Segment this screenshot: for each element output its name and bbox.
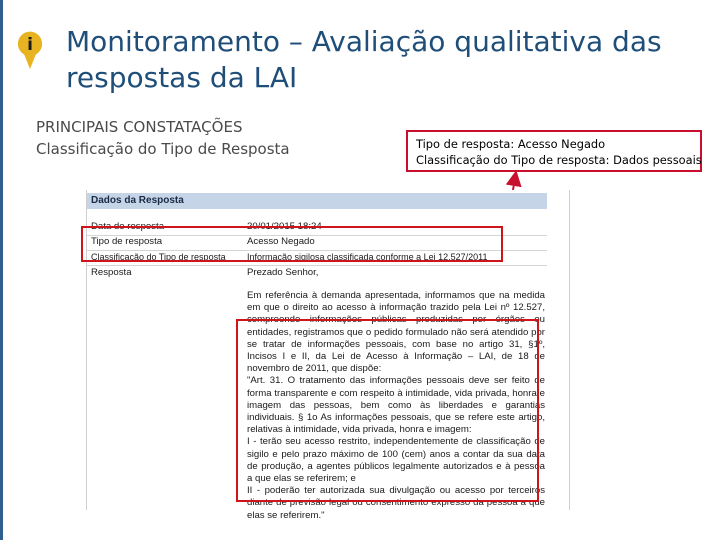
left-accent-bar	[0, 0, 3, 540]
row-label-data-resposta: Data de resposta	[91, 221, 165, 232]
highlight-box-legal-text	[236, 319, 539, 502]
body-paragraph: I - terão seu acesso restrito, independentemente de classificação de sigilo e pelo prazo máximo de 100 (cem) anos a contar da sua data de produção, a agentes públicos legalmente autorizados e à pessoa a que elas se referirem; e	[247, 436, 545, 485]
slide-title: Monitoramento – Avaliação qualitativa das respostas da LAI	[66, 25, 662, 94]
callout-line-1: Tipo de resposta: Acesso Negado	[416, 137, 606, 151]
body-paragraph: Em referência à demanda apresentada, informamos que na medida em que o direito ao acesso à informação trazido pela Lei nº 12.527, compreende informações públicas produzidas por órgãos ou entidades, registramos que o pedido formulado não será atendido por se tratar de informações pessoais, com base no artigo 31, §1º, Incisos I e II, da Lei de Acesso à Informação – LAI, de 18 de novembro de 2011, que dispõe:	[247, 290, 545, 375]
info-pin-letter: i	[27, 35, 33, 55]
row-value-data-resposta: 20/01/2015 18:24	[247, 221, 322, 232]
document-header: Dados da Resposta	[87, 193, 547, 209]
subtitle-line-2: Classificação do Tipo de Resposta	[36, 140, 290, 158]
row-label-resposta: Resposta	[91, 267, 132, 278]
row-value-tipo-resposta: Acesso Negado	[247, 236, 315, 247]
highlight-box-response-type	[81, 226, 503, 262]
subtitle-line-1: PRINCIPAIS CONSTATAÇÕES	[36, 118, 243, 136]
info-pin-icon	[13, 30, 47, 70]
row-value-resposta: Prezado Senhor,	[247, 267, 319, 278]
body-paragraph: II - poderão ter autorizada sua divulgação ou acesso por terceiros diante de previsão legal ou consentimento expresso da pessoa a que elas se referirem."	[247, 485, 545, 521]
body-paragraph: "Art. 31. O tratamento das informações pessoais deve ser feito de forma transparente e com respeito à intimidade, vida privada, honra e imagem das pessoas, bem como às liberdades e garantias individuais. § 1o As informações pessoais, que se refere este artigo, relativas à intimidade, vida privada, honra e imagem:	[247, 375, 545, 436]
slide-subtitle	[36, 116, 366, 160]
row-value-classificacao: Informação sigilosa classificada conforme a Lei 12.527/2011	[247, 252, 488, 262]
callout-line-2: Classificação do Tipo de resposta: Dados pessoais	[416, 153, 702, 167]
callout-box	[406, 130, 702, 172]
row-label-tipo-resposta: Tipo de resposta	[91, 236, 163, 247]
row-label-classificacao: Classificação do Tipo de resposta	[91, 252, 226, 262]
